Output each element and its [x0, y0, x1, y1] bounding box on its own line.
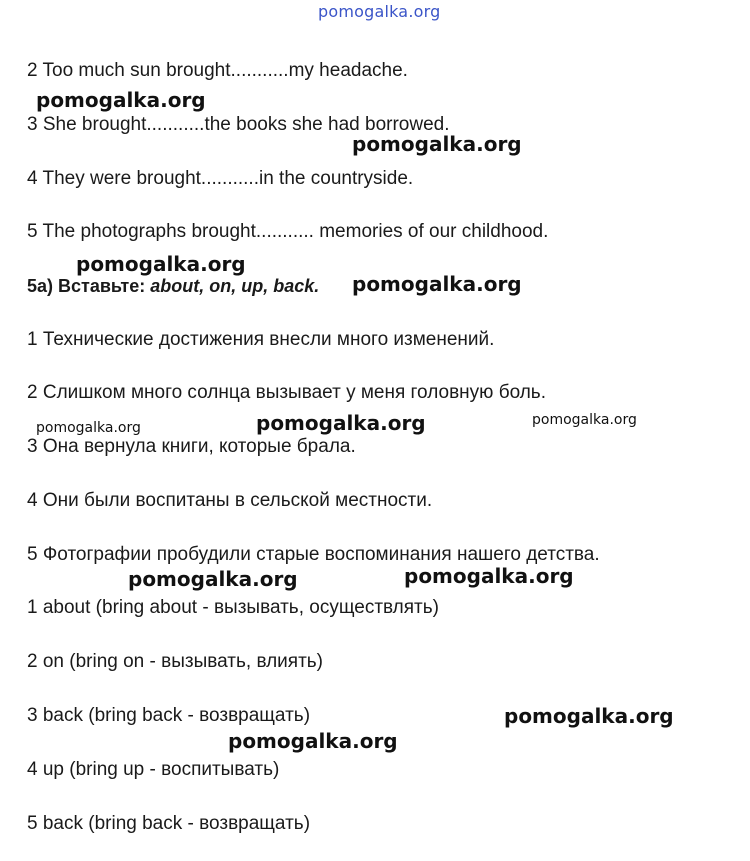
watermark: pomogalka.org [228, 729, 398, 753]
heading-words: about, on, up, back. [150, 276, 320, 296]
exercise-line: 2 Too much sun brought...........my headache. [27, 60, 408, 81]
exercise-line: 4 They were brought...........in the countryside. [27, 168, 414, 189]
answer-line: 5 back (bring back - возвращать) [27, 813, 311, 834]
answer-line: 1 about (bring about - вызывать, осуществлять) [27, 597, 439, 618]
exercise-line: 5 The photographs brought........... memories of our childhood. [27, 221, 549, 242]
watermark: pomogalka.org [352, 132, 522, 156]
watermark: pomogalka.org [76, 252, 246, 276]
watermark: pomogalka.org [352, 272, 522, 296]
watermark: pomogalka.org [504, 704, 674, 728]
watermark: pomogalka.org [532, 412, 637, 428]
answer-line: 3 back (bring back - возвращать) [27, 705, 311, 726]
answer-line: 4 up (bring up - воспитывать) [27, 759, 280, 780]
exercise-line: 3 She brought...........the books she had borrowed. [27, 114, 450, 135]
watermark: pomogalka.org [404, 564, 574, 588]
translation-line: 3 Она вернула книги, которые брала. [27, 436, 356, 457]
watermark-top: pomogalka.org [318, 2, 441, 21]
heading-number: 5a) Вставьте: [27, 276, 151, 296]
watermark: pomogalka.org [256, 411, 426, 435]
answer-line: 2 on (bring on - вызывать, влиять) [27, 651, 324, 672]
translation-line: 1 Технические достижения внесли много изменений. [27, 329, 495, 350]
translation-line: 4 Они были воспитаны в сельской местности. [27, 490, 433, 511]
watermark: pomogalka.org [36, 88, 206, 112]
translation-line: 2 Слишком много солнца вызывает у меня головную боль. [27, 382, 546, 403]
watermark: pomogalka.org [36, 420, 141, 436]
watermark: pomogalka.org [128, 567, 298, 591]
translation-line: 5 Фотографии пробудили старые воспоминания нашего детства. [27, 544, 600, 565]
exercise-heading [27, 275, 319, 297]
